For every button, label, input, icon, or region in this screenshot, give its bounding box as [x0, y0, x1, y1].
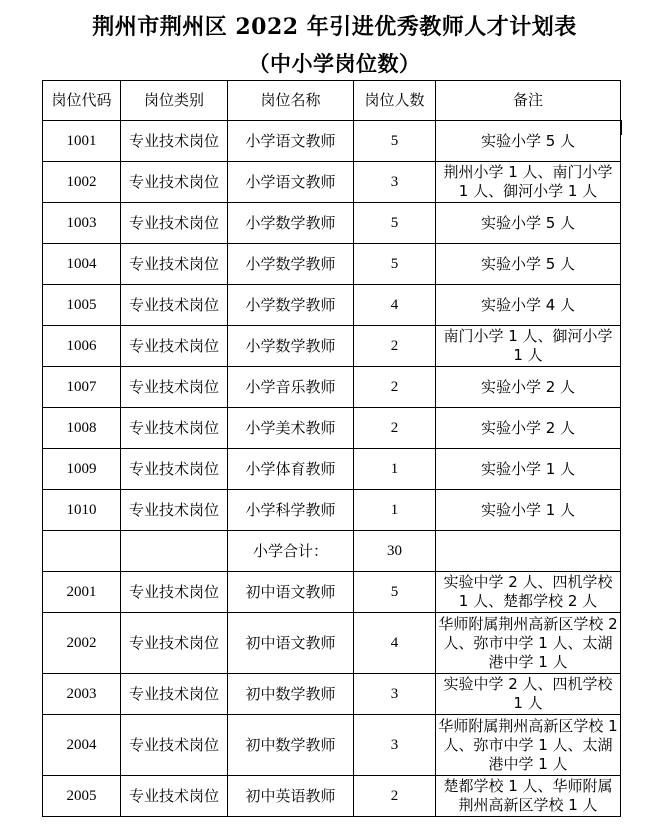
header-note: 备注	[436, 81, 621, 121]
table-row	[43, 715, 621, 776]
cell-note: 实验中学 2 人、四机学校 1 人	[436, 674, 621, 715]
cell-code: 1006	[43, 326, 121, 367]
table-row	[43, 244, 621, 285]
cell-name: 初中语文教师	[228, 613, 354, 674]
table-header-row	[43, 81, 621, 121]
cell-note: 华师附属荆州高新区学校 1 人、弥市中学 1 人、太湖港中学 1 人	[436, 715, 621, 776]
cell-code: 2004	[43, 715, 121, 776]
cell-name: 小学语文教师	[228, 162, 354, 203]
cell-note: 实验小学 1 人	[436, 490, 621, 531]
cell-count: 4	[354, 613, 436, 674]
cell-count: 5	[354, 572, 436, 613]
table-row	[43, 613, 621, 674]
cell-category: 专业技术岗位	[121, 367, 228, 408]
cell-name: 小学语文教师	[228, 121, 354, 162]
cell-note: 实验小学 2 人	[436, 408, 621, 449]
cell-name: 初中语文教师	[228, 572, 354, 613]
cell-name: 初中英语教师	[228, 776, 354, 817]
cell-note: 实验小学 2 人	[436, 367, 621, 408]
cell-count: 5	[354, 244, 436, 285]
cell-code: 1007	[43, 367, 121, 408]
cell-count: 5	[354, 121, 436, 162]
cell-count: 5	[354, 203, 436, 244]
cell-name: 初中数学教师	[228, 674, 354, 715]
cell-category: 专业技术岗位	[121, 715, 228, 776]
cell-category: 专业技术岗位	[121, 674, 228, 715]
cell-category: 专业技术岗位	[121, 162, 228, 203]
document-title: 荆州市荆州区 2022 年引进优秀教师人才计划表	[92, 14, 577, 40]
document-subtitle: （中小学岗位数）	[248, 51, 421, 76]
cell-category: 专业技术岗位	[121, 408, 228, 449]
table-row	[43, 121, 621, 162]
cell-category: 专业技术岗位	[121, 776, 228, 817]
cell-note: 南门小学 1 人、御河小学 1 人	[436, 326, 621, 367]
cell-code: 1010	[43, 490, 121, 531]
cell-blank	[43, 531, 121, 572]
cell-code: 1005	[43, 285, 121, 326]
table-row	[43, 285, 621, 326]
header-name: 岗位名称	[228, 81, 354, 121]
table-row	[43, 490, 621, 531]
cell-code: 1009	[43, 449, 121, 490]
cell-note: 楚都学校 1 人、华师附属荆州高新区学校 1 人	[436, 776, 621, 817]
cell-blank	[436, 531, 621, 572]
cell-count: 3	[354, 162, 436, 203]
cell-category: 专业技术岗位	[121, 244, 228, 285]
cell-name: 小学科学教师	[228, 490, 354, 531]
subtotal-count: 30	[354, 531, 436, 572]
cell-note: 实验中学 2 人、四机学校 1 人、楚都学校 2 人	[436, 572, 621, 613]
cell-note: 实验小学 4 人	[436, 285, 621, 326]
cell-code: 1001	[43, 121, 121, 162]
header-code: 岗位代码	[43, 81, 121, 121]
header-count: 岗位人数	[354, 81, 436, 121]
cell-category: 专业技术岗位	[121, 285, 228, 326]
table-row	[43, 776, 621, 817]
cell-code: 1003	[43, 203, 121, 244]
table-row	[43, 162, 621, 203]
cell-count: 2	[354, 776, 436, 817]
table-row	[43, 408, 621, 449]
cell-category: 专业技术岗位	[121, 326, 228, 367]
table-row	[43, 674, 621, 715]
table-body	[43, 121, 621, 817]
cell-note: 实验小学 1 人	[436, 449, 621, 490]
cell-count: 2	[354, 367, 436, 408]
table-row	[43, 203, 621, 244]
cell-category: 专业技术岗位	[121, 572, 228, 613]
cell-name: 小学数学教师	[228, 244, 354, 285]
table-row	[43, 449, 621, 490]
cell-name: 小学数学教师	[228, 326, 354, 367]
subtotal-row	[43, 531, 621, 572]
cell-note: 荆州小学 1 人、南门小学 1 人、御河小学 1 人	[436, 162, 621, 203]
table-row	[43, 367, 621, 408]
cell-code: 2001	[43, 572, 121, 613]
cell-count: 4	[354, 285, 436, 326]
cell-blank	[121, 531, 228, 572]
cell-code: 1004	[43, 244, 121, 285]
cell-count: 3	[354, 674, 436, 715]
cell-name: 小学数学教师	[228, 285, 354, 326]
cell-count: 2	[354, 408, 436, 449]
cell-name: 小学体育教师	[228, 449, 354, 490]
table-row	[43, 572, 621, 613]
cell-count: 3	[354, 715, 436, 776]
cell-note: 华师附属荆州高新区学校 2 人、弥市中学 1 人、太湖港中学 1 人	[436, 613, 621, 674]
cell-category: 专业技术岗位	[121, 613, 228, 674]
cell-category: 专业技术岗位	[121, 121, 228, 162]
cell-note: 实验小学 5 人	[436, 121, 621, 162]
cell-note: 实验小学 5 人	[436, 203, 621, 244]
cell-code: 1002	[43, 162, 121, 203]
cell-category: 专业技术岗位	[121, 203, 228, 244]
cell-note: 实验小学 5 人	[436, 244, 621, 285]
cell-category: 专业技术岗位	[121, 490, 228, 531]
plan-table	[42, 80, 621, 817]
cell-code: 2005	[43, 776, 121, 817]
cell-code: 2003	[43, 674, 121, 715]
cell-count: 2	[354, 326, 436, 367]
cell-code: 1008	[43, 408, 121, 449]
cell-code: 2002	[43, 613, 121, 674]
cell-name: 小学数学教师	[228, 203, 354, 244]
cell-name: 小学音乐教师	[228, 367, 354, 408]
table-row	[43, 326, 621, 367]
cell-name: 初中数学教师	[228, 715, 354, 776]
header-category: 岗位类别	[121, 81, 228, 121]
cell-count: 1	[354, 449, 436, 490]
cell-count: 1	[354, 490, 436, 531]
cell-category: 专业技术岗位	[121, 449, 228, 490]
cell-name: 小学美术教师	[228, 408, 354, 449]
subtotal-label: 小学合计：	[228, 531, 354, 572]
